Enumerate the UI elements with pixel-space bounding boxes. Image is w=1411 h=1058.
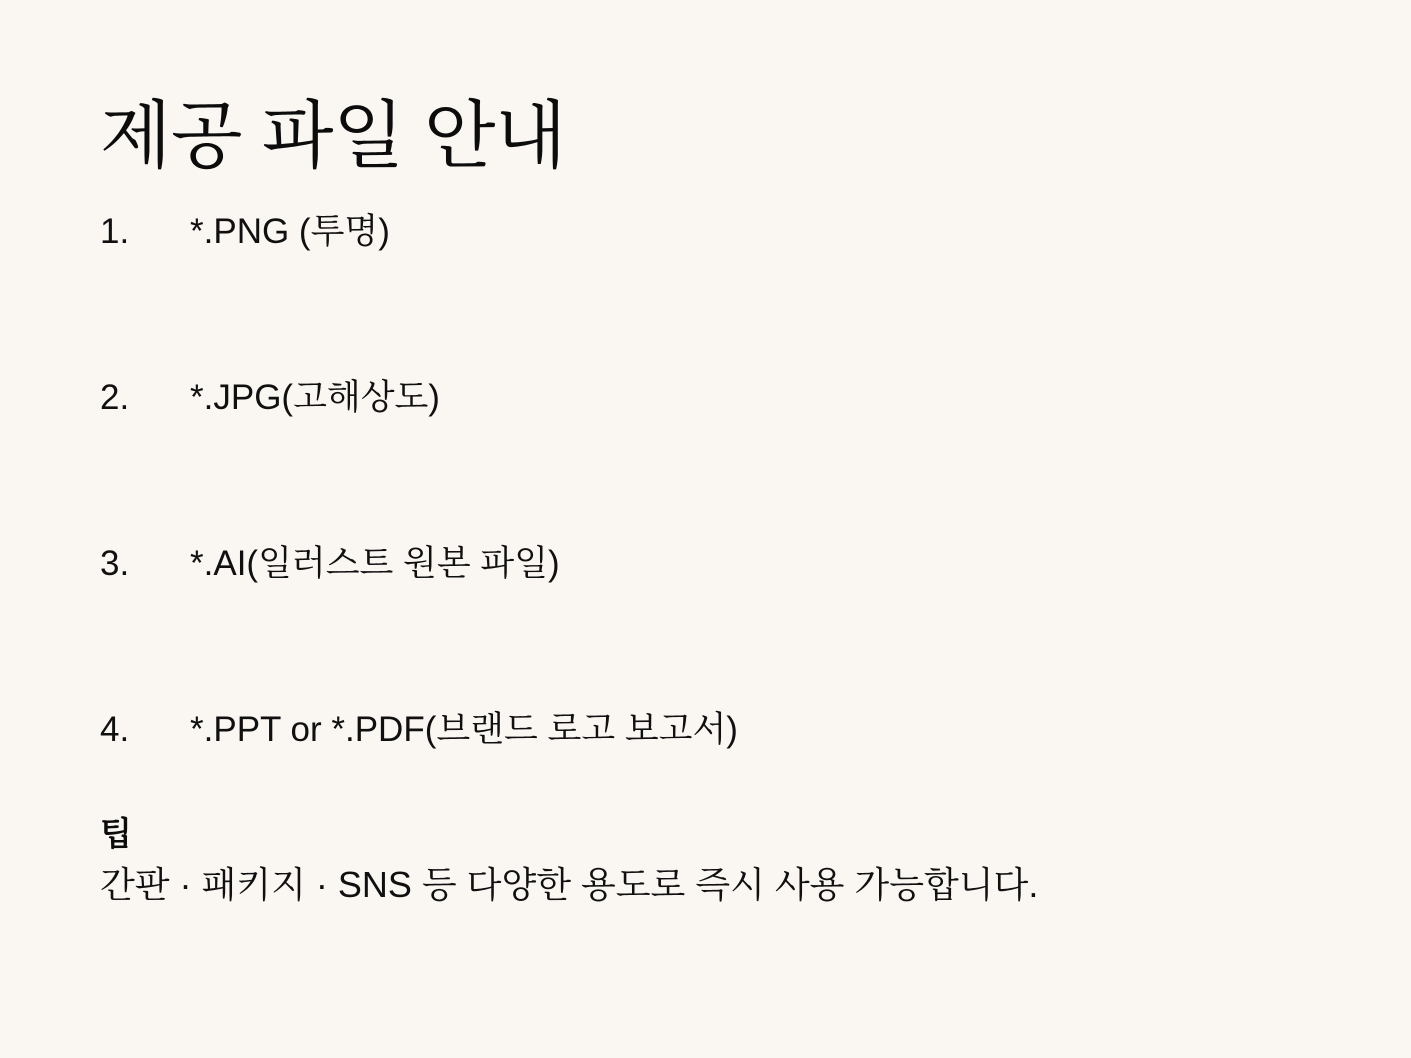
list-item xyxy=(100,210,1311,254)
list-item-label: *.PPT or *.PDF(브랜드 로고 보고서) xyxy=(190,709,738,749)
list-item xyxy=(100,542,1311,586)
tip-block xyxy=(100,813,1311,909)
list-item-number: 2. xyxy=(100,378,130,418)
provided-files-list xyxy=(100,210,1311,751)
list-item xyxy=(100,376,1311,420)
list-item-label: *.PNG (투명) xyxy=(190,212,390,252)
list-item xyxy=(100,708,1311,752)
list-item-label: *.JPG(고해상도) xyxy=(190,378,440,418)
list-item-number: 3. xyxy=(100,543,130,583)
list-item-label: *.AI(일러스트 원본 파일) xyxy=(190,543,560,583)
page-title: 제공 파일 안내 xyxy=(100,94,567,177)
tip-text: 간판 · 패키지 · SNS 등 다양한 용도로 즉시 사용 가능합니다. xyxy=(100,864,1039,906)
list-item-number: 1. xyxy=(100,212,130,252)
tip-label: 팁 xyxy=(100,815,132,853)
list-item-number: 4. xyxy=(100,709,130,749)
